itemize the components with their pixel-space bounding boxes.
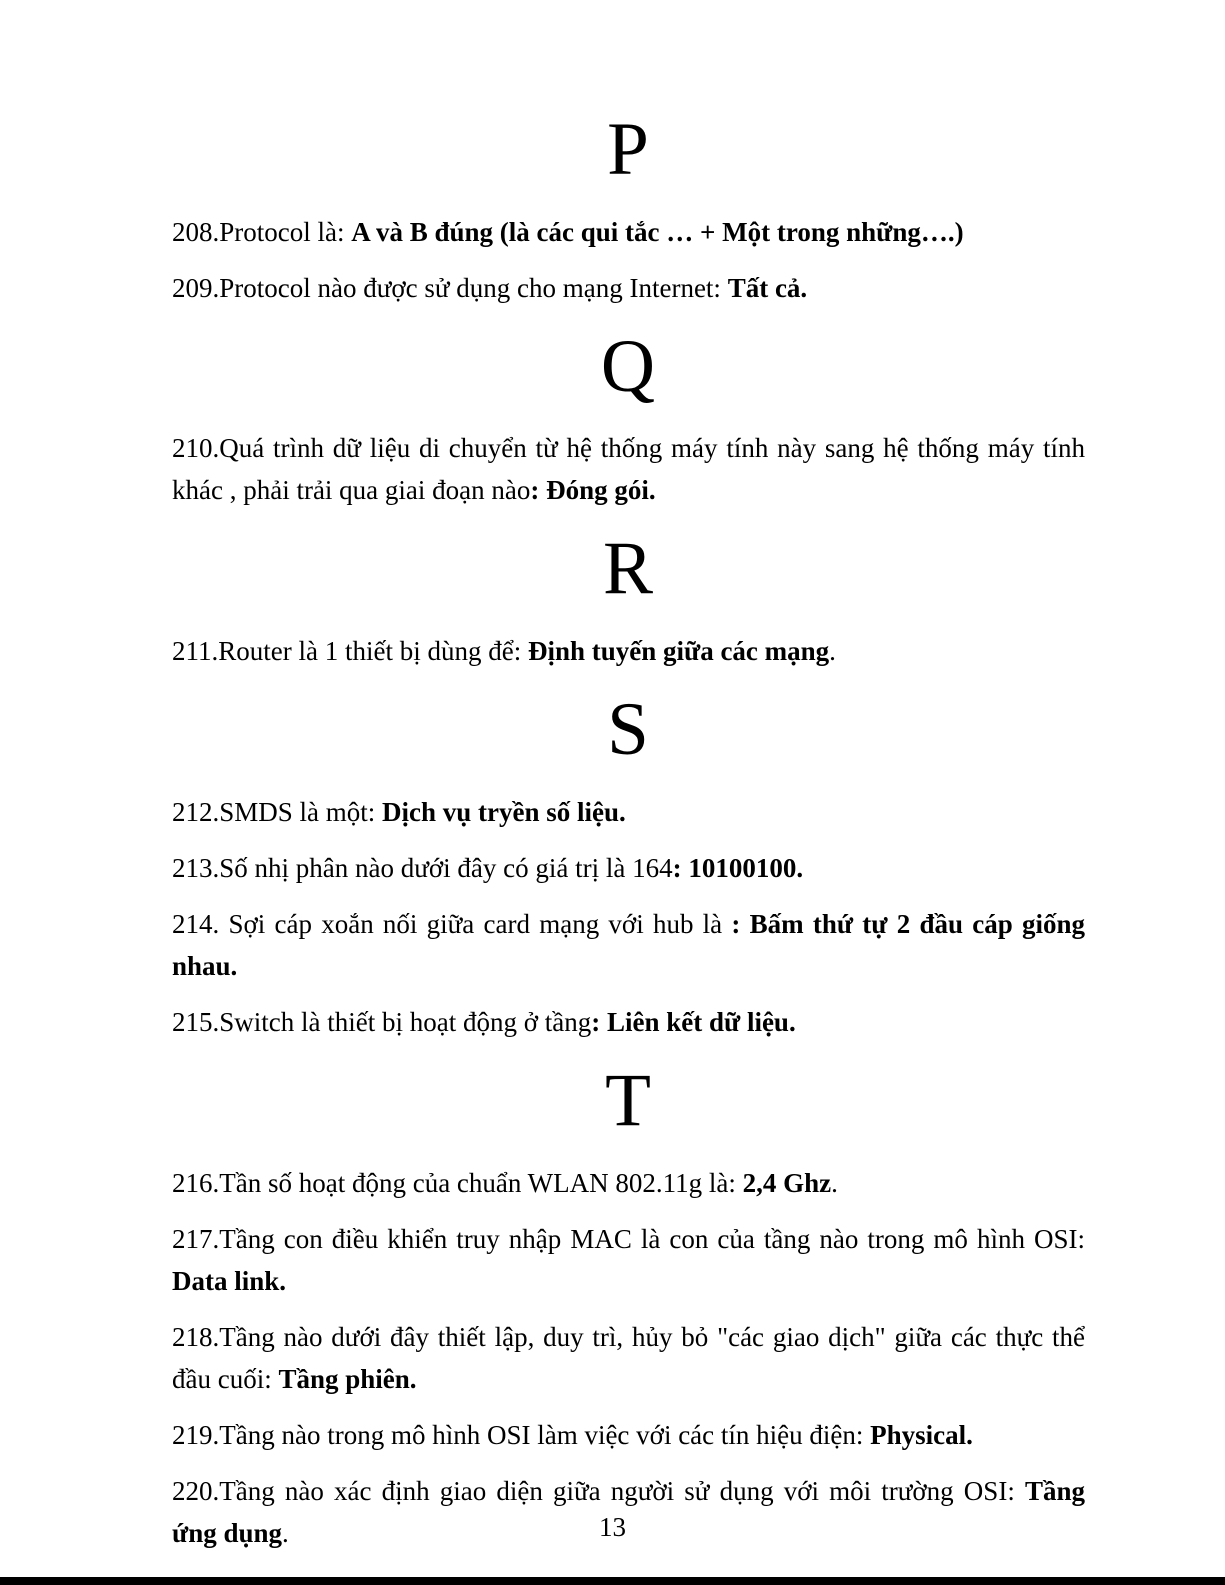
footer-bar (0, 1577, 1225, 1585)
section-letter-heading: S (607, 688, 650, 772)
question-answer: : Đóng gói. (530, 475, 656, 506)
question-section (172, 106, 1085, 309)
question-text: 216.Tần số hoạt động của chuẩn WLAN 802.11g là: (172, 1167, 743, 1198)
question-answer: Data link. (172, 1265, 287, 1296)
question-text: 210.Quá trình dữ liệu di chuyển từ hệ thống máy tính này sang hệ thống máy tính khác , phải trải qua giai đoạn nào (172, 433, 1085, 506)
question-answer: Tầng phiên. (278, 1364, 417, 1395)
question-answer: Tất cả. (727, 272, 808, 303)
section-items (172, 630, 1085, 672)
question-section (172, 525, 1085, 672)
question-item (172, 1001, 1085, 1043)
question-item (172, 267, 1085, 309)
question-text: 219.Tầng nào trong mô hình OSI làm việc với các tín hiệu điện: (172, 1420, 871, 1451)
question-item (172, 427, 1085, 511)
question-text: 213.Số nhị phân nào dưới đây có giá trị là 164 (172, 852, 673, 883)
section-items (172, 211, 1085, 309)
question-suffix: . (282, 1518, 289, 1549)
question-suffix: . (831, 1167, 838, 1198)
question-answer: : 10100100. (672, 852, 804, 883)
section-letter-heading: P (607, 108, 650, 191)
question-text: 217.Tầng con điều khiển truy nhập MAC là con của tầng nào trong mô hình OSI: (172, 1223, 1085, 1254)
question-answer: Định tuyến giữa các mạng (527, 635, 830, 666)
question-text: 208.Protocol là: (172, 216, 352, 247)
question-suffix: . (829, 635, 836, 666)
section-letter-heading: Q (600, 324, 657, 408)
question-text: 220.Tầng nào xác định giao diện giữa người sử dụng với môi trường OSI: (172, 1476, 1025, 1507)
question-text: 212.SMDS là một: (172, 796, 383, 827)
question-text: 215.Switch là thiết bị hoạt động ở tầng (172, 1006, 592, 1037)
question-item (172, 1162, 1085, 1204)
question-item (172, 1316, 1085, 1400)
question-answer: : Bấm thứ tự 2 đầu cáp giống nhau. (172, 908, 1085, 981)
question-answer: Dịch vụ tryền số liệu. (382, 796, 626, 827)
question-text: 214. Sợi cáp xoắn nối giữa card mạng với hub là (172, 908, 732, 939)
section-items (172, 427, 1085, 511)
question-item (172, 847, 1085, 889)
question-text: 218.Tầng nào dưới đây thiết lập, duy trì, hủy bỏ "các giao dịch" giữa các thực thể đầu cuối: (172, 1321, 1085, 1395)
section-letter-heading: R (602, 527, 655, 611)
question-item (172, 903, 1085, 987)
question-section (172, 323, 1085, 512)
question-item (172, 791, 1085, 833)
page-number: 13 (599, 1512, 626, 1542)
question-answer: Tầng ứng dụng (172, 1476, 1085, 1549)
question-item (172, 630, 1085, 672)
question-text: 209.Protocol nào được sử dụng cho mạng Internet: (172, 272, 728, 303)
question-item (172, 1414, 1085, 1456)
question-section (172, 686, 1085, 1043)
question-answer: 2,4 Ghz (742, 1167, 832, 1198)
question-item (172, 1218, 1085, 1302)
section-items (172, 1162, 1085, 1555)
question-answer: Physical. (870, 1420, 973, 1451)
section-items (172, 791, 1085, 1044)
section-letter-heading: T (605, 1059, 652, 1143)
question-item (172, 211, 1085, 253)
question-section (172, 1057, 1085, 1554)
question-answer: A và B đúng (là các qui tắc … + Một trong những….) (351, 216, 964, 247)
question-text: 211.Router là 1 thiết bị dùng để: (172, 635, 528, 666)
question-answer: : Liên kết dữ liệu. (591, 1006, 796, 1037)
